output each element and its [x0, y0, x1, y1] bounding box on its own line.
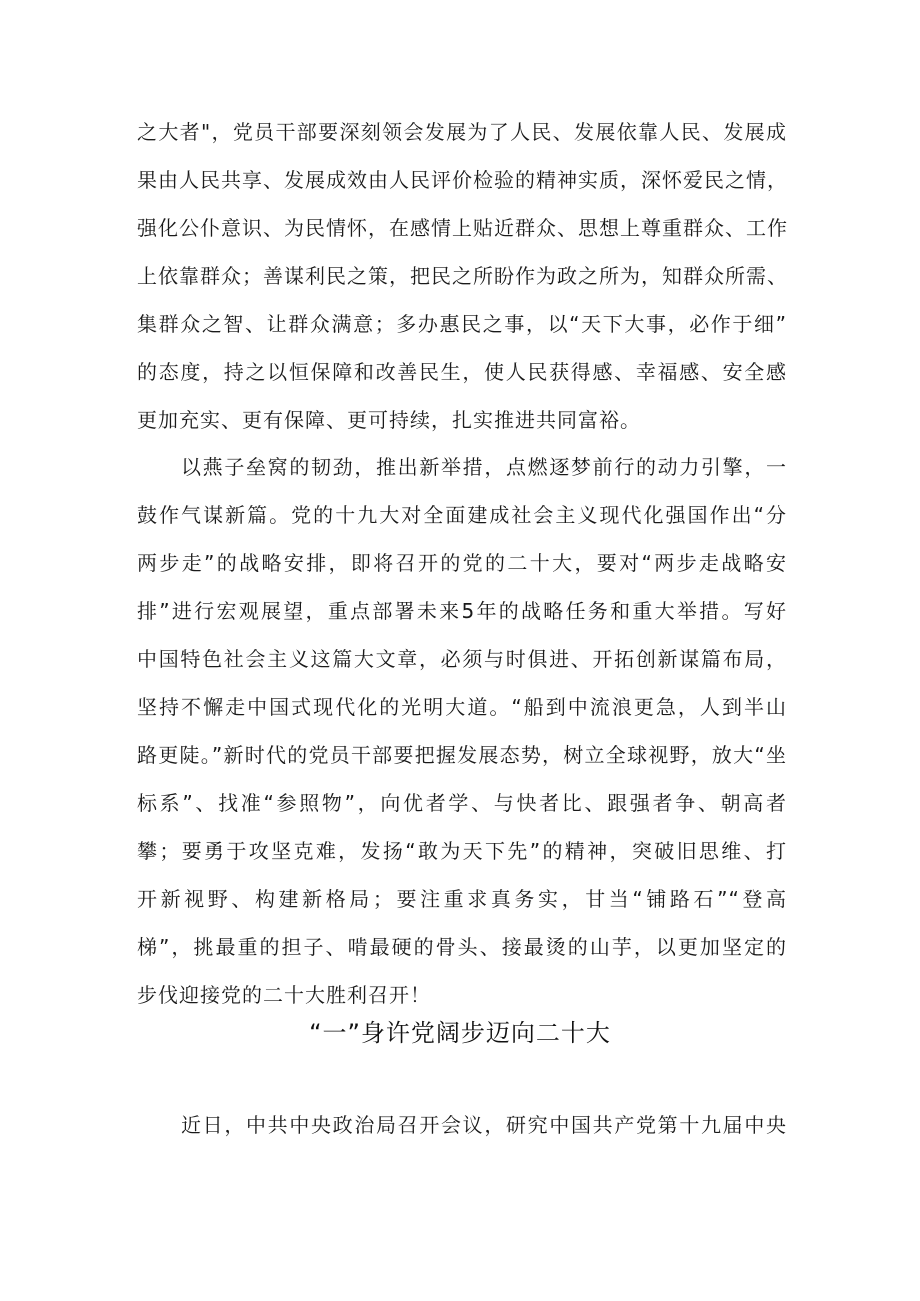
text-line: 梯”，挑最重的担子、啃最硬的骨头、接最烫的山芋，以更加坚定的 — [137, 935, 787, 959]
text-line: 果由人民共享、发展成效由人民评价检验的精神实质，深怀爱民之情， — [137, 168, 788, 192]
text-line: 两步走”的战略安排，即将召开的党的二十大，要对“两步走战略安 — [137, 551, 787, 575]
text-line: 的态度，持之以恒保障和改善民生，使人民获得感、幸福感、安全感 — [137, 360, 787, 384]
text-line: 步伐迎接党的二十大胜利召开！ — [137, 983, 431, 1007]
paragraph — [137, 1101, 787, 1149]
text-line: 集群众之智、让群众满意；多办惠民之事，以“天下大事，必作于细” — [137, 312, 787, 336]
text-line: 强化公仆意识、为民情怀，在感情上贴近群众、思想上尊重群众、工作 — [137, 216, 788, 240]
paragraph — [137, 108, 787, 444]
text-line: 标系”、找准“参照物”，向优者学、与快者比、跟强者争、朝高者 — [137, 791, 787, 815]
text-line: 排”进行宏观展望，重点部署未来5年的战略任务和重大举措。写好 — [137, 599, 787, 623]
text-line: 更加充实、更有保障、更可持续，扎实推进共同富裕。 — [137, 408, 641, 432]
section-heading: “一”身许党阔步迈向二十大 — [309, 1019, 611, 1047]
text-line: 近日，中共中央政治局召开会议，研究中国共产党第十九届中央 — [181, 1113, 787, 1137]
text-line: 攀；要勇于攻坚克难，发扬“敢为天下先”的精神，突破旧思维、打 — [137, 839, 787, 863]
text-line: 坚持不懈走中国式现代化的光明大道。“船到中流浪更急，人到半山 — [137, 695, 787, 719]
paragraph — [137, 443, 787, 1019]
text-line: 鼓作气谋新篇。党的十九大对全面建成社会主义现代化强国作出“分 — [137, 503, 787, 527]
text-line: 开新视野、构建新格局；要注重求真务实，甘当“铺路石”“登高 — [137, 887, 787, 911]
text-line: 上依靠群众；善谋利民之策，把民之所盼作为政之所为，知群众所需、 — [137, 264, 788, 288]
text-line: 中国特色社会主义这篇大文章，必须与时俱进、开拓创新谋篇布局， — [137, 647, 787, 671]
text-line: 以燕子垒窝的韧劲，推出新举措，点燃逐梦前行的动力引擎，一 — [181, 455, 787, 479]
text-line: 路更陡。”新时代的党员干部要把握发展态势，树立全球视野，放大“坐 — [137, 743, 787, 767]
text-line: 之大者"，党员干部要深刻领会发展为了人民、发展依靠人民、发展成 — [137, 120, 787, 144]
